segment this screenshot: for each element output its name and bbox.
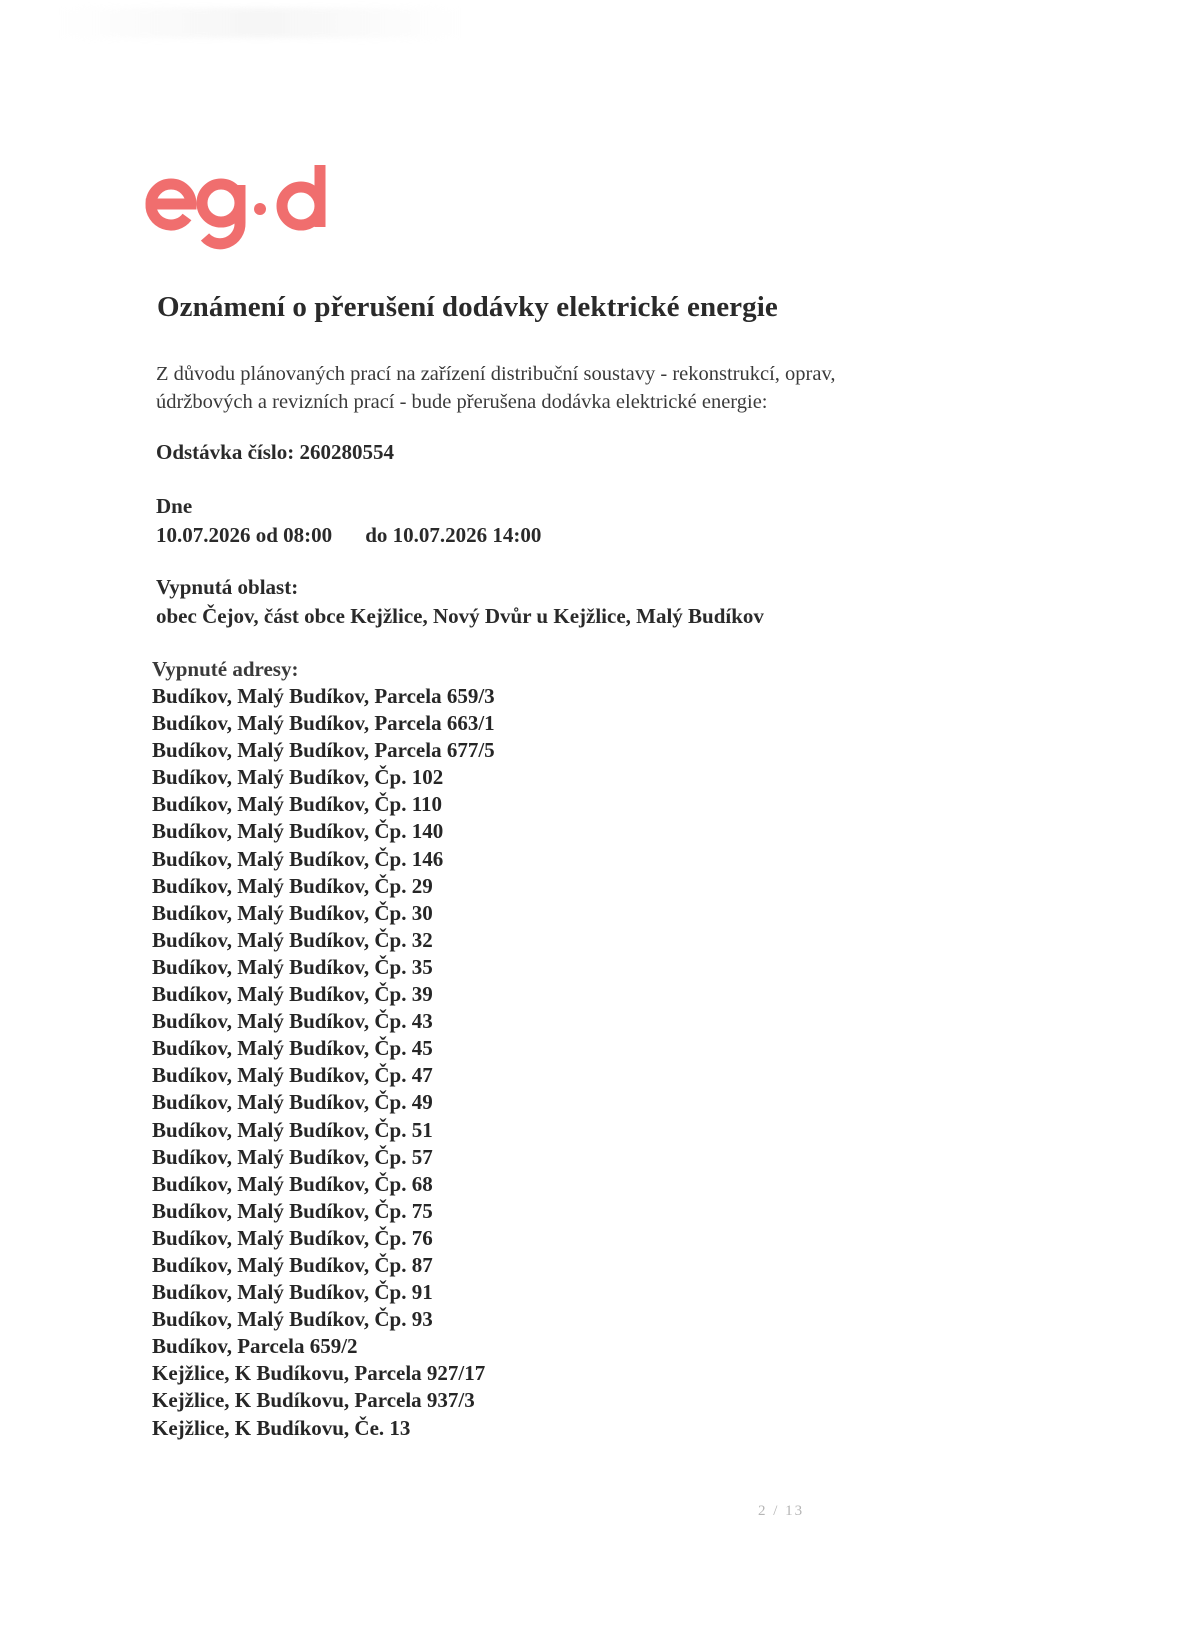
- date-range: [156, 523, 541, 548]
- address-item: Budíkov, Malý Budíkov, Čp. 57: [152, 1144, 433, 1169]
- address-item: Budíkov, Malý Budíkov, Parcela 659/3: [152, 684, 495, 708]
- addresses-label: Vypnuté adresy:: [152, 657, 299, 681]
- address-item: Budíkov, Malý Budíkov, Čp. 45: [152, 1036, 433, 1061]
- address-item: Budíkov, Malý Budíkov, Čp. 49: [152, 1090, 433, 1115]
- address-item: Budíkov, Malý Budíkov, Čp. 140: [152, 819, 444, 844]
- intro-paragraph: [156, 360, 936, 416]
- address-item: Budíkov, Malý Budíkov, Čp. 35: [152, 954, 433, 979]
- address-item: Budíkov, Parcela 659/2: [152, 1334, 358, 1359]
- page-number: 2 / 13: [758, 1503, 805, 1519]
- date-from: 10.07.2026 od 08:00: [156, 523, 333, 547]
- address-item: Budíkov, Malý Budíkov, Parcela 677/5: [152, 738, 495, 763]
- page-title: Oznámení o přerušení dodávky elektrické energie: [157, 291, 778, 323]
- address-item: Budíkov, Malý Budíkov, Čp. 43: [152, 1009, 433, 1034]
- area-text: obec Čejov, část obce Kejžlice, Nový Dvůr u Kejžlice, Malý Budíkov: [156, 604, 764, 628]
- address-item: Budíkov, Malý Budíkov, Čp. 51: [152, 1117, 433, 1142]
- address-item: Budíkov, Malý Budíkov, Čp. 91: [152, 1280, 433, 1305]
- address-item: Budíkov, Malý Budíkov, Čp. 39: [152, 982, 433, 1007]
- address-item: Budíkov, Malý Budíkov, Čp. 29: [152, 873, 433, 898]
- area-section: [156, 575, 764, 629]
- address-list: [152, 683, 495, 1442]
- address-item: Budíkov, Malý Budíkov, Čp. 30: [152, 900, 433, 925]
- egd-logo: [143, 165, 343, 265]
- address-item: Budíkov, Malý Budíkov, Čp. 93: [152, 1307, 433, 1332]
- date-to: do 10.07.2026 14:00: [365, 523, 542, 547]
- address-item: Budíkov, Malý Budíkov, Čp. 68: [152, 1171, 433, 1196]
- addresses-section: [152, 657, 495, 1442]
- address-item: Kejžlice, K Budíkovu, Če. 13: [152, 1415, 411, 1440]
- address-item: Kejžlice, K Budíkovu, Parcela 937/3: [152, 1388, 475, 1413]
- address-item: Budíkov, Malý Budíkov, Čp. 102: [152, 765, 444, 790]
- address-item: Budíkov, Malý Budíkov, Čp. 75: [152, 1198, 433, 1223]
- address-item: Budíkov, Malý Budíkov, Čp. 87: [152, 1252, 433, 1277]
- area-label: Vypnutá oblast:: [156, 575, 299, 599]
- scan-artifact: [60, 8, 460, 38]
- address-item: Budíkov, Malý Budíkov, Čp. 47: [152, 1063, 433, 1088]
- intro-line-2: údržbových a revizních prací - bude přerušena dodávka elektrické energie:: [156, 391, 768, 413]
- address-item: Kejžlice, K Budíkovu, Parcela 927/17: [152, 1361, 486, 1386]
- outage-number: Odstávka číslo: 260280554: [156, 440, 395, 464]
- date-section: [156, 494, 541, 548]
- address-item: Budíkov, Malý Budíkov, Čp. 32: [152, 927, 433, 952]
- address-item: Budíkov, Malý Budíkov, Čp. 76: [152, 1225, 433, 1250]
- intro-line-1: Z důvodu plánovaných prací na zařízení distribuční soustavy - rekonstrukcí, oprav,: [156, 363, 836, 385]
- address-item: Budíkov, Malý Budíkov, Parcela 663/1: [152, 711, 495, 736]
- address-item: Budíkov, Malý Budíkov, Čp. 110: [152, 792, 443, 817]
- address-item: Budíkov, Malý Budíkov, Čp. 146: [152, 846, 444, 871]
- date-label: Dne: [156, 494, 193, 518]
